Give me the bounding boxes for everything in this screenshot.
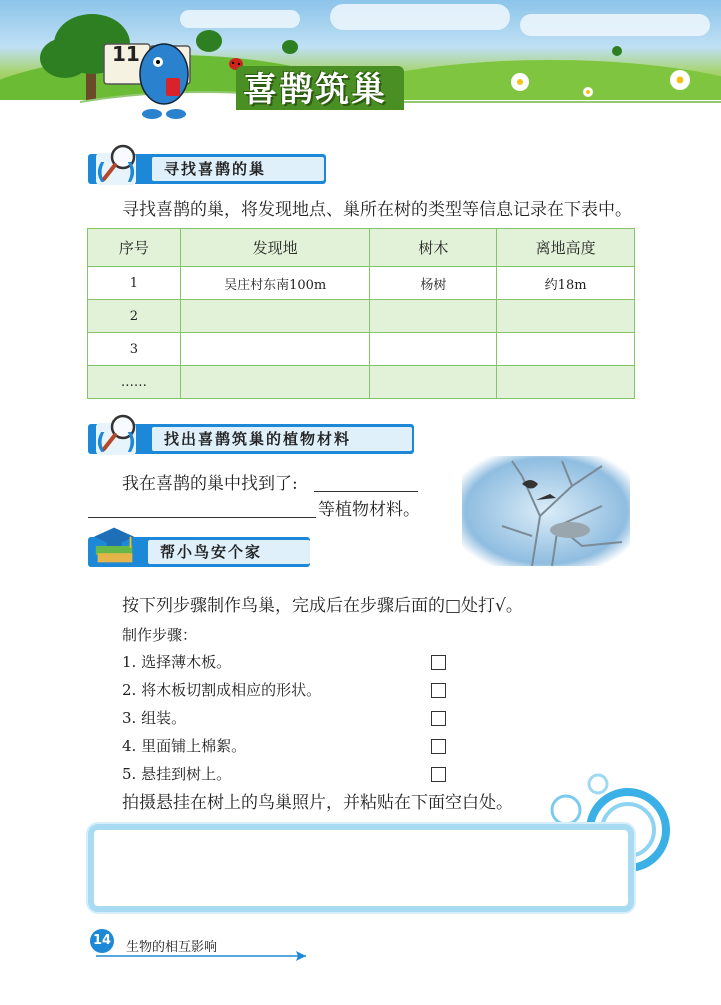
table-cell[interactable] — [180, 366, 370, 399]
chapter-title: 生物的相互影响 — [126, 940, 218, 955]
page-number: 14 — [92, 933, 112, 948]
table-cell[interactable] — [497, 366, 635, 399]
table-cell: 约18m — [497, 267, 635, 300]
column-header: 离地高度 — [497, 229, 635, 267]
photo-paste-area[interactable] — [88, 824, 634, 912]
table-cell[interactable] — [497, 333, 635, 366]
magnifier-icon — [96, 413, 138, 455]
table-cell: 1 — [88, 267, 181, 300]
book-badge: 11 — [112, 42, 140, 66]
svg-text:): ) — [126, 160, 137, 185]
table-cell: 2 — [88, 300, 181, 333]
page-title: 喜鹊筑巢 — [243, 70, 387, 110]
section1-instruction: 寻找喜鹊的巢，将发现地点、巢所在树的类型等信息记录在下表中。 — [122, 200, 632, 220]
nest-record-table — [87, 228, 635, 399]
svg-text:(: ( — [96, 160, 107, 185]
step-checkbox[interactable] — [431, 683, 446, 698]
materials-blank-1[interactable] — [314, 491, 418, 492]
step-checkbox[interactable] — [431, 739, 446, 754]
graduation-books-icon — [94, 524, 136, 566]
table-cell[interactable] — [370, 333, 497, 366]
table-cell[interactable] — [370, 300, 497, 333]
materials-suffix: 等植物材料。 — [318, 500, 420, 520]
table-row — [88, 333, 635, 366]
step-item: 2. 将木板切割成相应的形状。 — [122, 681, 322, 699]
section3-instruction: 按下列步骤制作鸟巢，完成后在步骤后面的□处打√。 — [122, 596, 523, 616]
mascot-book-icon — [100, 22, 220, 122]
step-checkbox[interactable] — [431, 767, 446, 782]
step-item: 1. 选择薄木板。 — [122, 653, 232, 671]
svg-text:(: ( — [96, 430, 107, 455]
table-cell: 3 — [88, 333, 181, 366]
table-cell[interactable] — [370, 366, 497, 399]
column-header: 序号 — [88, 229, 181, 267]
table-row — [88, 300, 635, 333]
table-cell[interactable] — [497, 300, 635, 333]
table-cell[interactable] — [180, 300, 370, 333]
column-header: 树木 — [370, 229, 497, 267]
step-item: 4. 里面铺上棉絮。 — [122, 737, 247, 755]
materials-blank-2[interactable] — [88, 517, 316, 518]
steps-title: 制作步骤： — [122, 626, 198, 644]
table-row — [88, 366, 635, 399]
table-cell: 杨树 — [370, 267, 497, 300]
step-checkbox[interactable] — [431, 711, 446, 726]
magnifier-icon — [96, 143, 138, 185]
step-item: 5. 悬挂到树上。 — [122, 765, 232, 783]
column-header: 发现地 — [180, 229, 370, 267]
materials-prompt: 我在喜鹊的巢中找到了: — [122, 474, 298, 494]
table-cell: …… — [88, 366, 181, 399]
photo-instruction: 拍摄悬挂在树上的鸟巢照片，并粘贴在下面空白处。 — [122, 793, 513, 813]
section2-heading: 找出喜鹊筑巢的植物材料 — [152, 427, 412, 451]
magpie-nest-photo — [462, 456, 630, 566]
svg-text:): ) — [126, 430, 137, 455]
section3-heading: 帮小鸟安个家 — [148, 540, 310, 564]
step-checkbox[interactable] — [431, 655, 446, 670]
table-cell: 吴庄村东南100m — [180, 267, 370, 300]
section1-heading: 寻找喜鹊的巢 — [152, 157, 324, 181]
table-cell[interactable] — [180, 333, 370, 366]
step-item: 3. 组装。 — [122, 709, 187, 727]
table-row — [88, 267, 635, 300]
